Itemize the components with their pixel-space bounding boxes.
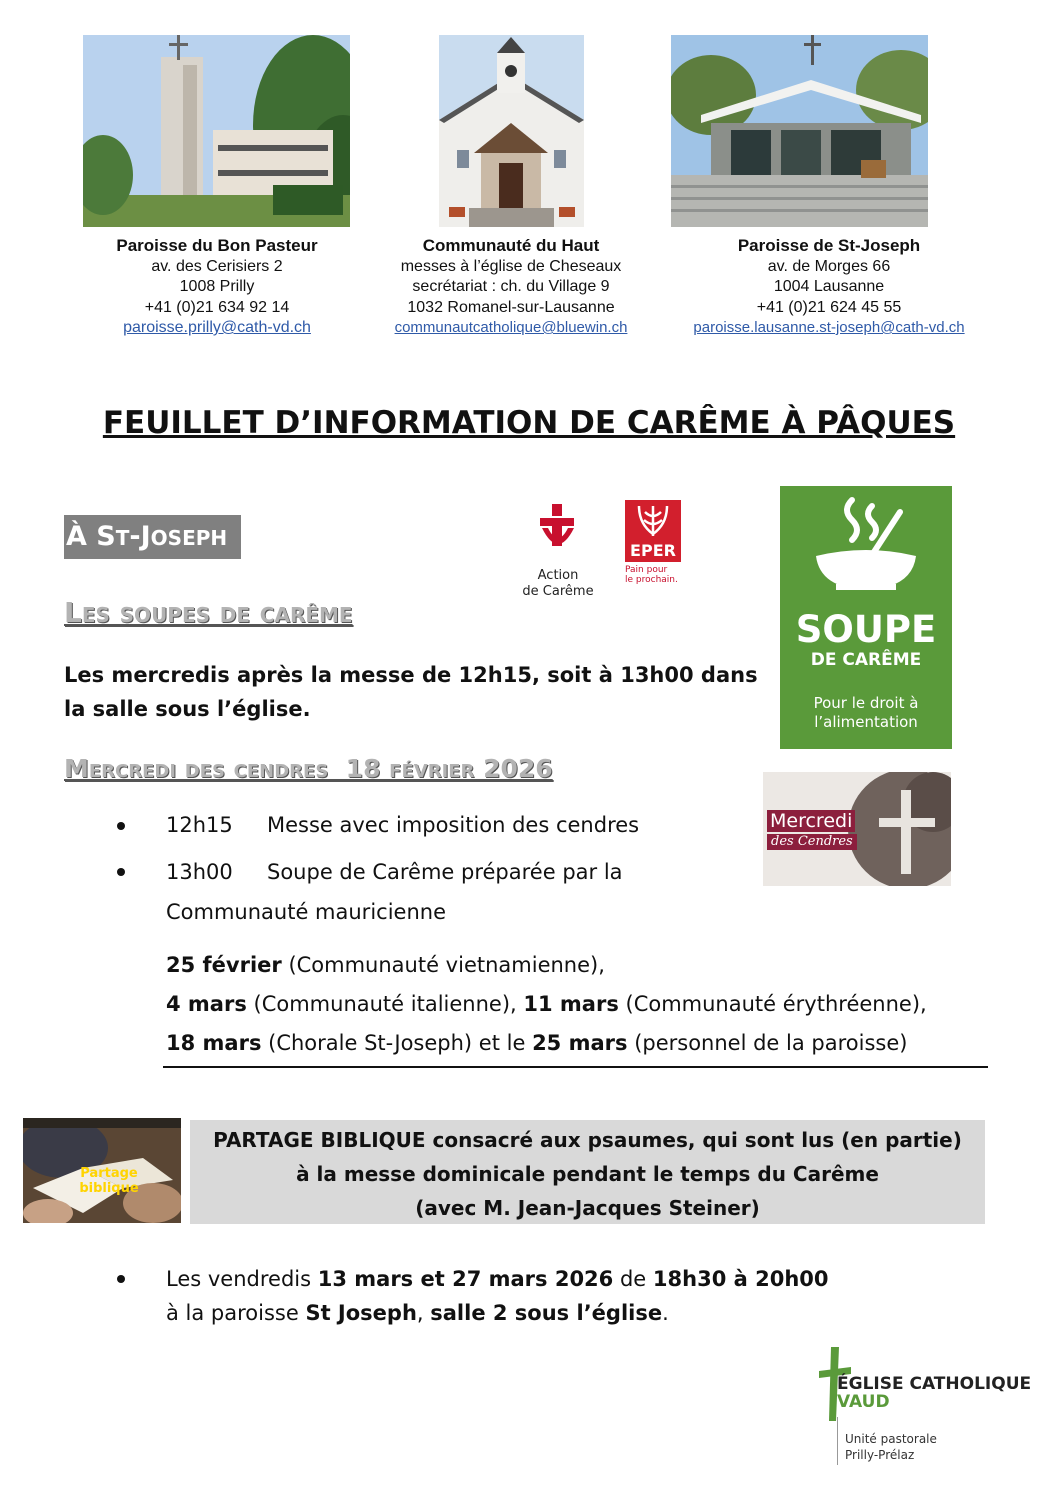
eglise-catholique-vaud-logo <box>815 1345 1032 1465</box>
partage-biblique-image <box>23 1118 181 1223</box>
church-photo-st-joseph <box>671 35 928 227</box>
church-photo-cheseaux <box>439 35 584 227</box>
soupes-schedule <box>166 946 927 1063</box>
schedule-community: (Communauté italienne), <box>246 992 524 1016</box>
parish-phone: +41 (0)21 634 92 14 <box>144 298 290 316</box>
section-divider <box>163 1066 988 1068</box>
schedule-community: (Communauté érythréenne), <box>618 992 927 1016</box>
soupe-title: SOUPE <box>795 608 937 651</box>
vendredis-text: à la paroisse <box>166 1301 306 1325</box>
vendredis-info <box>166 1262 829 1330</box>
eper-badge <box>625 500 681 562</box>
soupe-subtitle: DE CARÊME <box>810 650 922 670</box>
parish-address: av. des Cerisiers 2 <box>151 257 283 275</box>
schedule-line <box>166 985 927 1024</box>
mercredi-label: Mercredi <box>767 810 855 832</box>
parish-address: messes à l’église de Cheseaux <box>400 257 622 275</box>
parish-bon-pasteur <box>88 236 346 339</box>
logo-text: ÉGLISE CATHOLIQUE <box>837 1374 1032 1394</box>
vendredis-room: salle 2 sous l’église <box>430 1301 663 1325</box>
schedule-line <box>166 946 927 985</box>
bullet-icon <box>117 868 125 876</box>
parish-name: Paroisse de St-Joseph <box>737 236 921 255</box>
section-heading-soupes: Les soupes de carême <box>64 596 353 629</box>
badge-text-part: À S <box>66 521 116 552</box>
mercredi-des-cendres-image <box>763 772 951 886</box>
logo-text: VAUD <box>837 1392 890 1412</box>
logo-text: Pain pour <box>625 565 668 575</box>
section-badge-st-joseph <box>64 515 241 559</box>
cendres-item-text: Soupe de Carême préparée par la <box>267 860 623 884</box>
soupes-intro-line: la salle sous l’église. <box>64 697 311 721</box>
cendres-label: des Cendres <box>767 834 857 850</box>
eper-title: EPER <box>630 541 676 560</box>
vendredis-text: . <box>662 1301 669 1325</box>
action-de-careme-logo <box>512 500 604 600</box>
logo-text: de Carême <box>522 584 594 599</box>
vendredis-line <box>166 1262 829 1296</box>
vendredis-hours: 18h30 à 20h00 <box>652 1267 829 1291</box>
parish-city: 1008 Prilly <box>179 278 255 295</box>
parish-st-joseph <box>670 236 988 339</box>
partage-line: (avec M. Jean-Jacques Steiner) <box>415 1196 760 1220</box>
schedule-date: 25 février <box>166 953 282 977</box>
schedule-community: (Communauté vietnamienne), <box>281 953 605 977</box>
schedule-date: 25 mars <box>532 1031 628 1055</box>
schedule-community: (personnel de la paroisse) <box>627 1031 908 1055</box>
parish-email-link[interactable]: paroisse.prilly@cath-vd.ch <box>123 319 311 336</box>
schedule-date: 18 mars <box>166 1031 262 1055</box>
parish-communaute-du-haut <box>370 236 652 339</box>
soupe-tagline: Pour le droit à <box>813 694 919 712</box>
logo-text: le prochain. <box>625 575 678 585</box>
parish-address: av. de Morges 66 <box>767 257 891 275</box>
cendres-item-text-continued: Communauté mauricienne <box>166 900 446 924</box>
parish-phone: +41 (0)21 624 45 55 <box>756 298 902 316</box>
badge-text-part: T <box>115 526 130 550</box>
badge-text-part: -J <box>129 521 151 552</box>
bullet-icon <box>117 1275 125 1283</box>
partage-biblique-box <box>190 1120 985 1224</box>
soupes-intro <box>64 658 758 726</box>
parish-name: Communauté du Haut <box>422 236 600 255</box>
eper-logo <box>625 500 685 600</box>
parish-city: 1032 Romanel-sur-Lausanne <box>407 298 615 316</box>
parish-secretariat: secrétariat : ch. du Village 9 <box>412 278 610 295</box>
vendredis-dates: 13 mars et 27 mars 2026 <box>317 1267 614 1291</box>
page-title: FEUILLET D’INFORMATION DE CARÊME À PÂQUES <box>102 405 956 441</box>
parish-city: 1004 Lausanne <box>773 278 885 295</box>
schedule-community: (Chorale St-Joseph) et le <box>261 1031 533 1055</box>
soupe-de-careme-logo <box>780 486 952 749</box>
partage-line: à la messe dominicale pendant le temps du Carême <box>296 1162 879 1186</box>
partage-label: Partage <box>80 1166 138 1181</box>
cendres-item-text: Messe avec imposition des cendres <box>267 813 640 837</box>
cendres-item-time: 12h15 <box>166 813 233 837</box>
church-photo-bon-pasteur <box>83 35 350 227</box>
section-heading-cendres: Mercredi des cendres 18 février 2026 <box>64 754 553 783</box>
parish-email-link[interactable]: paroisse.lausanne.st-joseph@cath-vd.ch <box>693 319 965 336</box>
schedule-date: 11 mars <box>523 992 619 1016</box>
partage-label: biblique <box>79 1181 139 1196</box>
parish-name: Paroisse du Bon Pasteur <box>116 236 318 255</box>
parish-email-link[interactable]: communautcatholique@bluewin.ch <box>394 319 628 336</box>
wheat-icon <box>625 500 681 540</box>
logo-text: Unité pastorale <box>845 1432 937 1446</box>
schedule-line <box>166 1024 927 1063</box>
soupe-tagline: l’alimentation <box>814 713 918 731</box>
schedule-date: 4 mars <box>166 992 247 1016</box>
vendredis-line <box>166 1296 829 1330</box>
soup-bowl-icon <box>780 486 952 596</box>
logo-divider <box>837 1417 838 1465</box>
logo-text: Action <box>537 568 579 583</box>
vendredis-text: , <box>416 1301 431 1325</box>
partage-line: PARTAGE BIBLIQUE consacré aux psaumes, qui sont lus (en partie) <box>213 1128 962 1152</box>
action-de-careme-icon <box>512 500 604 560</box>
badge-text-part: OSEPH <box>150 526 228 550</box>
logo-text: Prilly-Prélaz <box>845 1448 915 1462</box>
vendredis-place: St Joseph <box>305 1301 417 1325</box>
soupes-intro-line: Les mercredis après la messe de 12h15, soit à 13h00 dans <box>64 663 758 687</box>
vendredis-text: Les vendredis <box>166 1267 318 1291</box>
vendredis-text: de <box>613 1267 653 1291</box>
cendres-item-time: 13h00 <box>166 860 233 884</box>
bullet-icon <box>117 822 125 830</box>
